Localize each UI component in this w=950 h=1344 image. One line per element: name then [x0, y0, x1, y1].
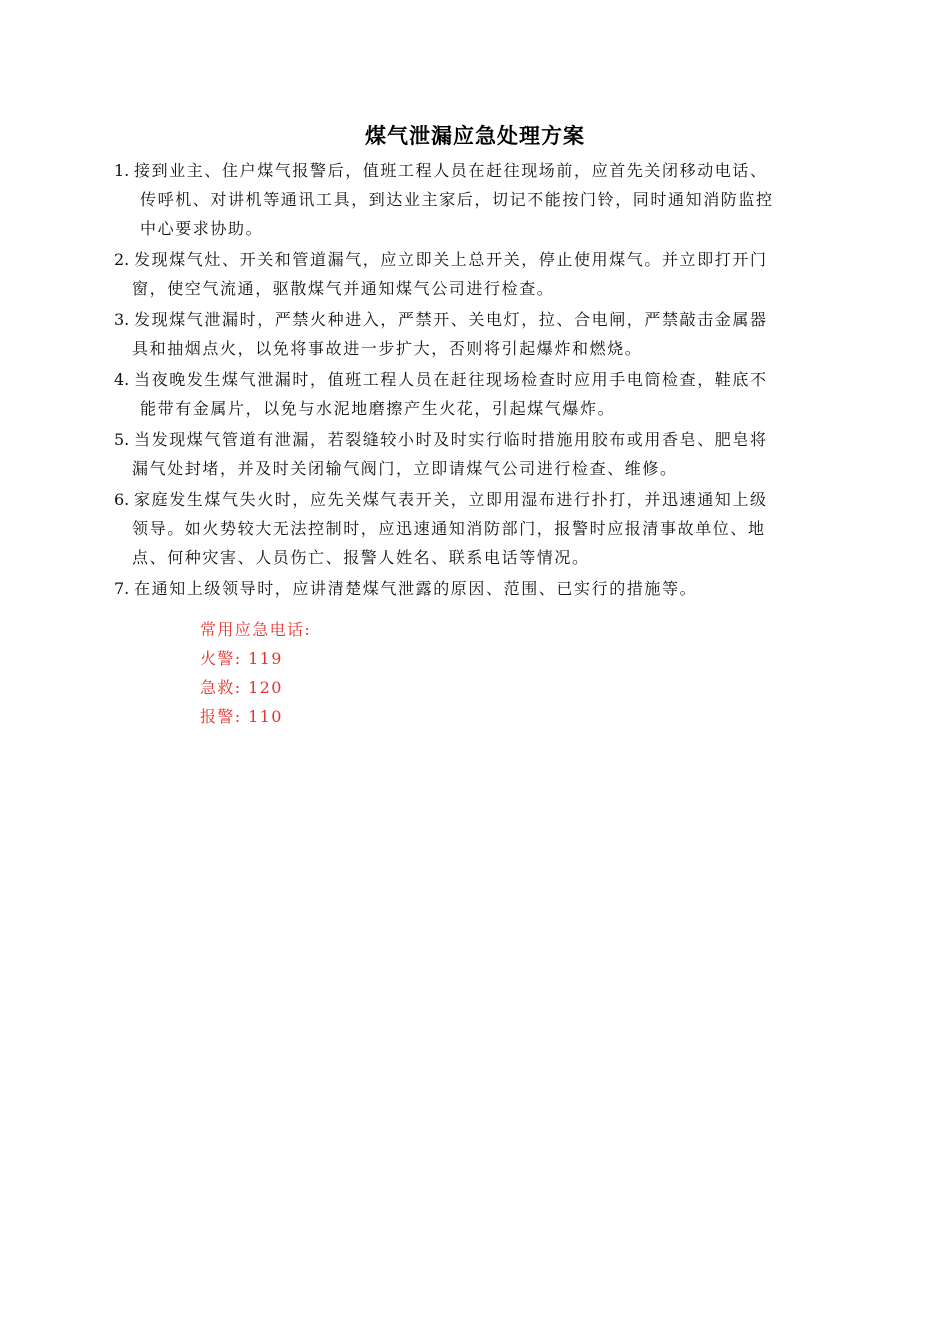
list-item-text: 当发现煤气管道有泄漏，若裂缝较小时及时实行临时措施用胶布或用香皂、肥皂将	[134, 430, 768, 449]
list-item-line	[114, 365, 834, 394]
list-item-text: 发现煤气灶、开关和管道漏气，应立即关上总开关，停止使用煤气。并立即打开门	[134, 250, 768, 269]
list-item	[114, 485, 834, 572]
list-item-text: 具和抽烟点火，以免将事故进一步扩大，否则将引起爆炸和燃烧。	[132, 339, 643, 358]
list-item-text: 中心要求协助。	[140, 219, 264, 238]
list-item-text: 领导。如火势较大无法控制时，应迅速通知消防部门，报警时应报清事故单位、地	[132, 519, 766, 538]
list-item-number: 3.	[114, 310, 130, 329]
list-item-line	[114, 574, 834, 603]
emergency-contacts	[200, 615, 311, 731]
list-item-line	[114, 245, 834, 274]
contact-ambulance: 急救: 120	[200, 678, 283, 697]
list-item	[114, 574, 834, 603]
list-item	[114, 305, 834, 363]
list-item-line	[114, 425, 834, 454]
list-item-text: 漏气处封堵，并及时关闭输气阀门，立即请煤气公司进行检查、维修。	[132, 459, 678, 478]
list-item-text: 点、何种灾害、人员伤亡、报警人姓名、联系电话等情况。	[132, 548, 590, 567]
list-item-text: 能带有金属片，以免与水泥地磨擦产生火花，引起煤气爆炸。	[140, 399, 616, 418]
list-item-line	[114, 485, 834, 514]
list-item-line	[114, 156, 834, 185]
list-item	[114, 245, 834, 303]
procedure-list	[114, 156, 834, 605]
list-item-text: 当夜晚发生煤气泄漏时，值班工程人员在赶往现场检查时应用手电筒检查，鞋底不	[134, 370, 768, 389]
list-item-number: 5.	[114, 430, 130, 449]
list-item-text: 家庭发生煤气失火时，应先关煤气表开关，立即用湿布进行扑打，并迅速通知上级	[134, 490, 768, 509]
list-item-number: 7.	[114, 579, 130, 598]
list-item-number: 4.	[114, 370, 130, 389]
list-item-line	[114, 305, 834, 334]
list-item-text: 在通知上级领导时，应讲清楚煤气泄露的原因、范围、已实行的措施等。	[134, 579, 698, 598]
list-item-number: 6.	[114, 490, 130, 509]
list-item-text: 窗，使空气流通，驱散煤气并通知煤气公司进行检查。	[132, 279, 555, 298]
list-item	[114, 425, 834, 483]
list-item-number: 1.	[114, 161, 130, 180]
list-item-number: 2.	[114, 250, 130, 269]
contacts-heading: 常用应急电话:	[200, 620, 312, 639]
contact-fire: 火警: 119	[200, 649, 283, 668]
list-item-text: 传呼机、对讲机等通讯工具，到达业主家后，切记不能按门铃，同时通知消防监控	[140, 190, 774, 209]
list-item-text: 发现煤气泄漏时，严禁火种进入，严禁开、关电灯，拉、合电闸，严禁敲击金属器	[134, 310, 768, 329]
list-item	[114, 365, 834, 423]
list-item-text: 接到业主、住户煤气报警后，值班工程人员在赶往现场前，应首先关闭移动电话、	[134, 161, 768, 180]
list-item	[114, 156, 834, 243]
document-title: 煤气泄漏应急处理方案	[365, 124, 585, 148]
contact-police: 报警: 110	[200, 707, 283, 726]
